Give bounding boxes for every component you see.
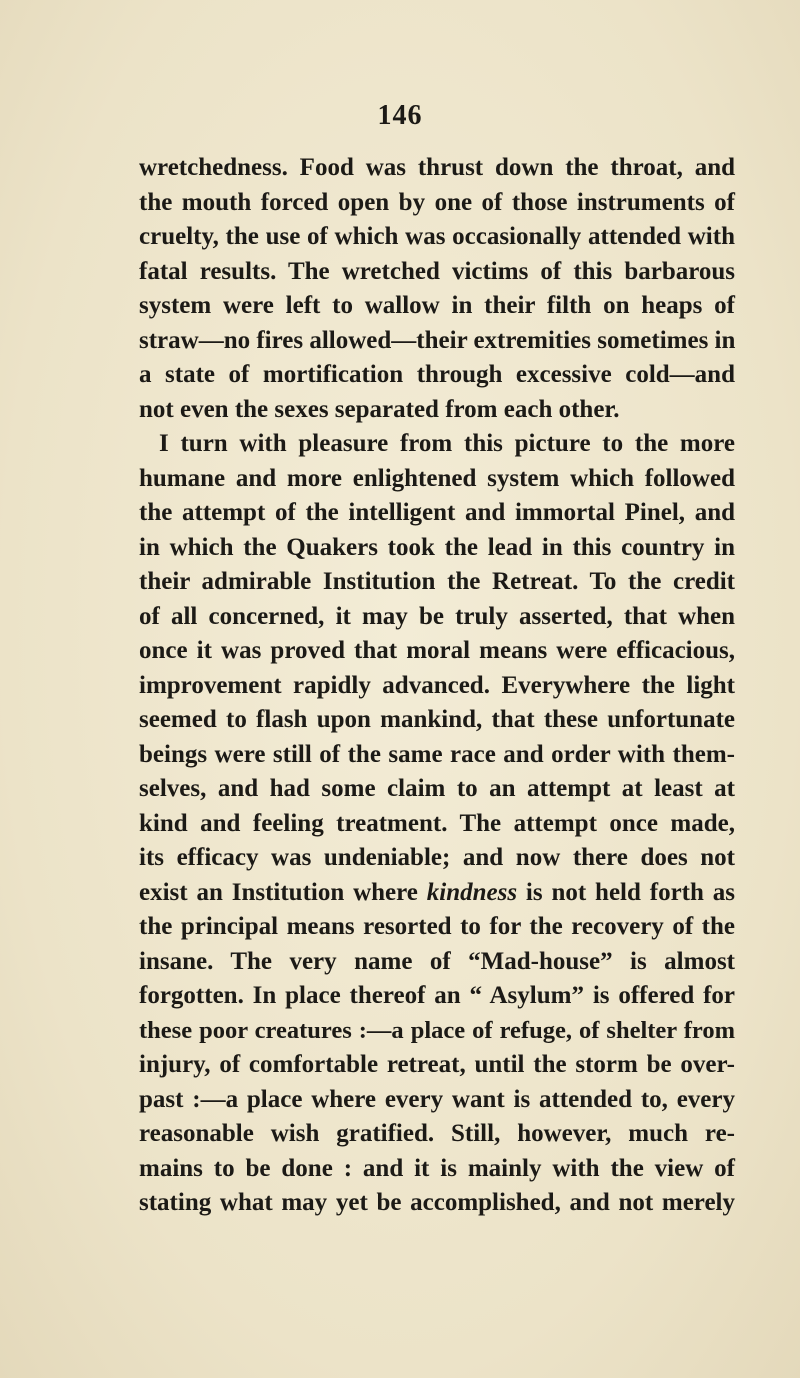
body-text <box>139 151 735 1221</box>
italic-word: kindness <box>426 878 518 906</box>
text-line: the attempt of the intelligent and immortal Pinel, and <box>139 499 735 526</box>
text-line: wretchedness. Food was thrust down the throat, and <box>139 154 735 181</box>
text-fragment: exist an Institution where <box>139 878 427 906</box>
text-line: kind and feeling treatment. The attempt once made, <box>139 809 735 837</box>
text-line: seemed to flash upon mankind, that these unfortunate <box>139 706 735 733</box>
text-line: once it was proved that moral means were efficacious, <box>139 637 735 664</box>
text-line: insane. The very name of “Mad-house” is almost <box>139 947 735 975</box>
text-line: stating what may yet be accomplished, and not merely <box>139 1189 735 1216</box>
text-line: its efficacy was undeniable; and now there does not <box>139 844 735 871</box>
text-line: mains to be done : and it is mainly with the view of <box>139 1154 735 1182</box>
text-line: cruelty, the use of which was occasionally attended with <box>139 223 735 250</box>
text-line-with-italic <box>139 876 735 911</box>
paragraph-start-line: I turn with pleasure from this picture to the more <box>159 430 735 457</box>
text-line: selves, and had some claim to an attempt at least at <box>139 775 735 802</box>
text-line: their admirable Institution the Retreat. To the credit <box>139 568 735 595</box>
text-line: of all concerned, it may be truly asserted, that when <box>139 602 735 630</box>
text-line: reasonable wish gratified. Still, however, much re- <box>139 1120 735 1147</box>
text-line: these poor creatures :—a place of refuge, of shelter from <box>139 1016 735 1044</box>
text-line: not even the sexes separated from each other. <box>139 395 620 423</box>
text-line: past :—a place where every want is attended to, every <box>139 1085 735 1113</box>
text-line: in which the Quakers took the lead in this country in <box>139 533 735 561</box>
text-line: humane and more enlightened system which followed <box>139 464 735 492</box>
text-line: improvement rapidly advanced. Everywhere the light <box>139 671 735 699</box>
text-line: forgotten. In place thereof an “ Asylum” is offered for <box>139 982 735 1009</box>
text-line: straw—no fires allowed—their extremities sometimes in <box>139 326 736 354</box>
text-fragment: is not held forth as <box>517 878 735 906</box>
text-line: system were left to wallow in their filth on heaps of <box>139 292 735 319</box>
page-number: 146 <box>377 100 423 131</box>
text-line: the principal means resorted to for the recovery of the <box>139 913 735 940</box>
text-line: the mouth forced open by one of those instruments of <box>139 188 735 216</box>
text-line: injury, of comfortable retreat, until the storm be over- <box>139 1051 735 1078</box>
text-line: fatal results. The wretched victims of this barbarous <box>139 257 735 285</box>
text-line: a state of mortification through excessive cold—and <box>139 361 735 388</box>
text-line: beings were still of the same race and order with them- <box>139 740 735 768</box>
